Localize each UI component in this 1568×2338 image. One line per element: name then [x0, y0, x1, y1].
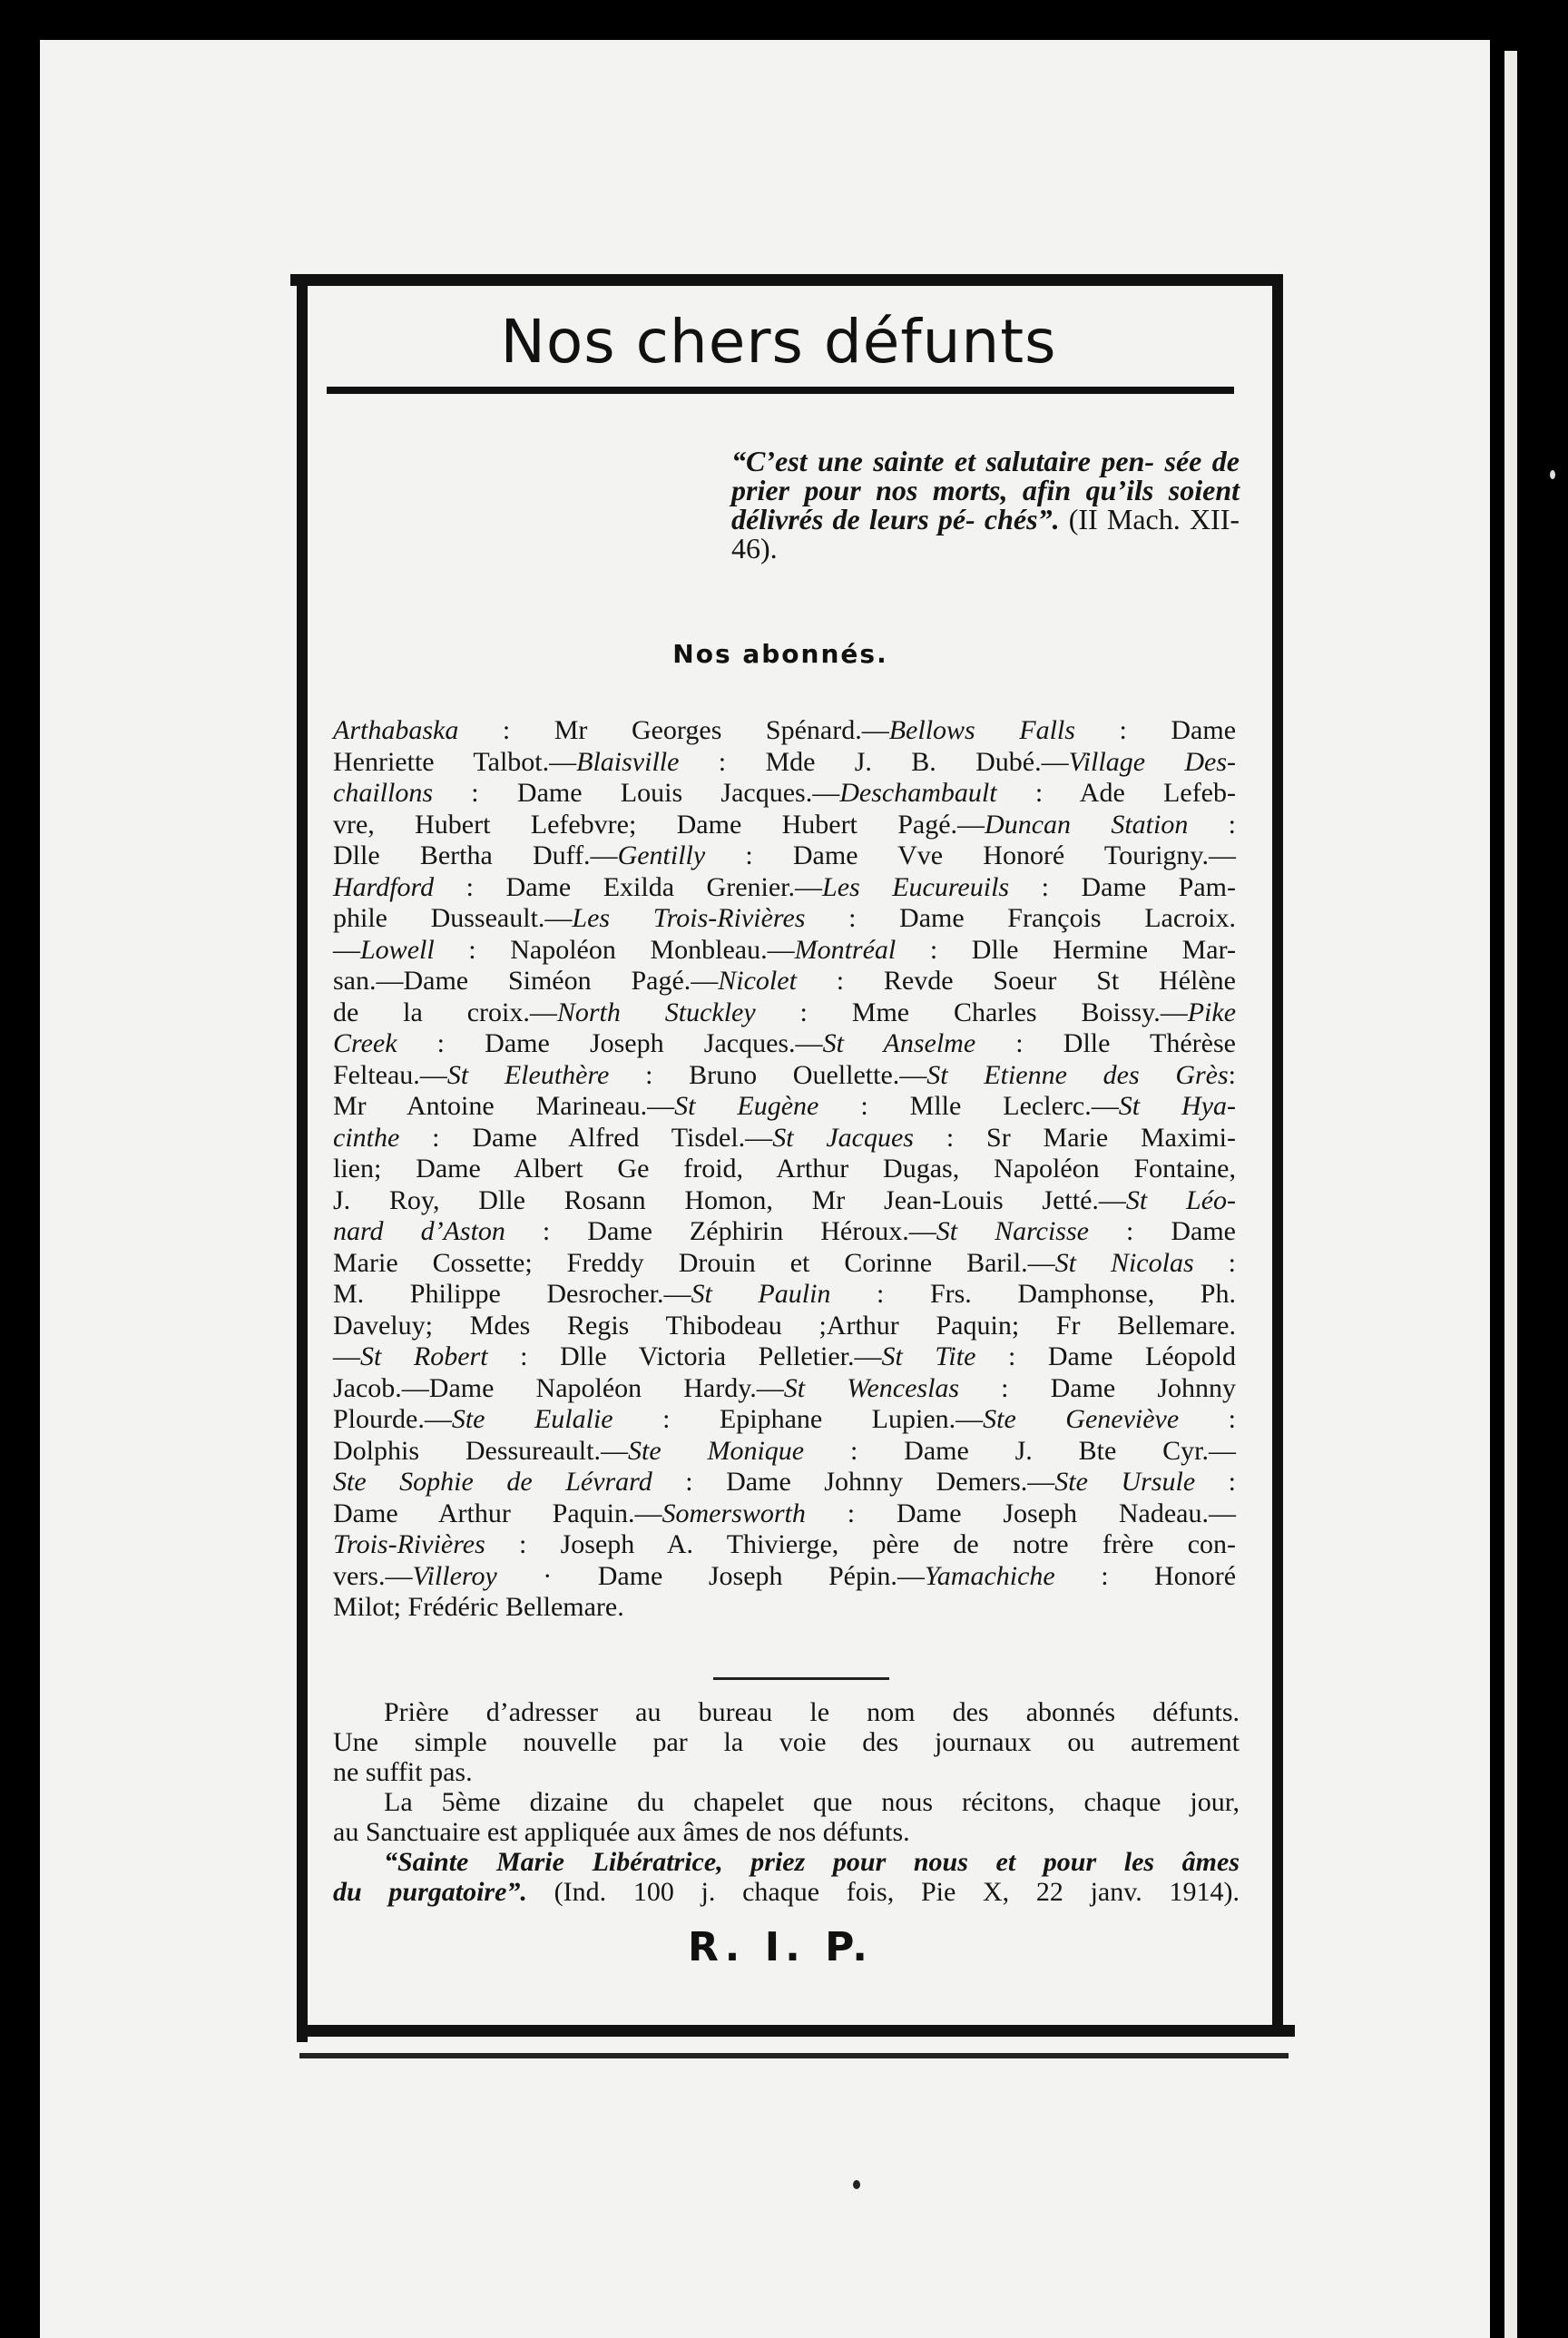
title-underline	[327, 387, 1234, 394]
notice-line	[333, 1847, 1240, 1877]
place-name: Blaisville	[576, 746, 680, 777]
subscriber-text: :	[1228, 1059, 1236, 1090]
list-line	[333, 1248, 1236, 1280]
subscriber-text: vre, Hubert Lefebvre; Dame Hubert Pagé.—	[333, 809, 985, 840]
list-line	[333, 872, 1236, 904]
place-name: Les Eucureuils	[822, 871, 1010, 902]
subscriber-text: —	[333, 1341, 360, 1371]
subscriber-list	[333, 715, 1236, 1624]
subscriber-text: : Napoléon Monbleau.—	[434, 934, 795, 965]
subscriber-text: san.—Dame Siméon Pagé.—	[333, 966, 719, 996]
place-name: St Nicolas	[1054, 1247, 1194, 1278]
subscriber-text: : Mme Charles Boissy.—	[755, 997, 1188, 1027]
place-name: nard d’Aston	[333, 1216, 505, 1246]
place-name: Deschambault	[839, 778, 997, 808]
place-name: Nicolet	[718, 966, 797, 996]
place-name: St Anselme	[822, 1028, 976, 1058]
place-name: St Etienne des Grès	[926, 1059, 1229, 1090]
subscriber-text: : Honoré	[1054, 1560, 1237, 1591]
place-name: Pike	[1187, 997, 1237, 1027]
epigraph-line-end: chés”.	[984, 503, 1060, 535]
list-line	[333, 1154, 1236, 1185]
subscriber-text: : Ade Lefeb-	[996, 778, 1236, 808]
list-line	[333, 1467, 1236, 1498]
subscriber-text: Henriette Talbot.—	[333, 746, 577, 777]
list-line	[333, 778, 1236, 810]
section-heading: Nos abonnés.	[672, 639, 888, 669]
subscriber-text: :	[1195, 1467, 1236, 1497]
subscriber-text: : Bruno Ouellette.—	[609, 1059, 927, 1090]
place-name: Duncan Station	[985, 809, 1189, 840]
subscriber-text: : Dame Joseph Nadeau.—	[805, 1498, 1236, 1528]
closing-rip: R. I. P.	[687, 1924, 874, 1970]
subscriber-text: : Joseph A. Thivierge, père de notre frère con-	[485, 1529, 1236, 1559]
epigraph-line: qu’ils soient délivrés de leurs pé-	[731, 474, 1240, 535]
frame-top-border	[290, 274, 1283, 286]
subscriber-text: J. Roy, Dlle Rosann Homon, Mr Jean-Louis Jetté.—	[333, 1184, 1126, 1215]
subscriber-text: : Dame Johnny	[959, 1372, 1236, 1403]
subscriber-text: : Dame	[1074, 715, 1237, 745]
notice-line: La 5ème dizaine du chapelet que nous récitons, chaque jour,	[384, 1787, 1240, 1817]
list-line	[333, 1311, 1236, 1342]
place-name: Somersworth	[662, 1498, 806, 1528]
list-line	[333, 810, 1236, 841]
list-line	[333, 1436, 1236, 1468]
place-name: Gentilly	[617, 840, 706, 870]
list-line	[333, 935, 1236, 967]
place-name: St Robert	[360, 1341, 488, 1371]
subscriber-text: : Dame Exilda Grenier.—	[434, 871, 823, 902]
notice-line: au Sanctuaire est appliquée aux âmes de nos défunts.	[333, 1817, 910, 1847]
list-line	[333, 1404, 1236, 1436]
place-name: St Tite	[881, 1341, 976, 1371]
place-name: Yamachiche	[924, 1560, 1055, 1591]
subscriber-text: Plourde.—	[333, 1404, 452, 1434]
subscriber-text: lien; Dame Albert Ge froid, Arthur Dugas, Napoléon Fontaine,	[333, 1154, 1236, 1184]
subscriber-text: : Dame Léopold	[975, 1341, 1236, 1371]
list-line	[333, 1561, 1236, 1593]
epigraph-line: sée de prier pour nos morts, afin	[731, 445, 1240, 506]
subscriber-text: :	[1188, 809, 1236, 840]
subscriber-text: : Mr Georges Spénard.—	[458, 715, 889, 745]
place-name: Bellows Falls	[888, 715, 1075, 745]
notice-block	[333, 1697, 1240, 1907]
subscriber-text: : Dame Alfred Tisdel.—	[399, 1122, 773, 1153]
subscriber-text: :	[1179, 1404, 1237, 1434]
list-line	[333, 1028, 1236, 1060]
frame-left-border	[297, 274, 308, 2042]
place-name: Ste Eulalie	[451, 1404, 613, 1434]
subscriber-text: : Epiphane Lupien.—	[612, 1404, 984, 1434]
list-line	[333, 1185, 1236, 1217]
subscriber-text: : Dame Vve Honoré Tourigny.—	[705, 840, 1236, 870]
subscriber-text: vers.—	[333, 1560, 413, 1591]
epigraph-line: “C’est une sainte et salutaire pen-	[731, 445, 1155, 477]
notice-line: Une simple nouvelle par la voie des journaux ou autrement	[333, 1727, 1240, 1757]
place-name: St Wenceslas	[783, 1372, 960, 1403]
place-name: Montréal	[794, 934, 897, 965]
subscriber-text: Jacob.—Dame Napoléon Hardy.—	[333, 1372, 784, 1403]
list-line	[333, 840, 1236, 872]
subscriber-text: : Dame François Lacroix.	[805, 903, 1236, 933]
subscriber-text: : Dlle Victoria Pelletier.—	[487, 1341, 882, 1371]
subscriber-text: : Dame Pam-	[1009, 871, 1236, 902]
subscriber-text: —	[333, 934, 360, 965]
invocation-text: “Sainte Marie Libératrice, priez pour nous et pour les âmes	[384, 1847, 1240, 1877]
place-name: Trois-Rivières	[333, 1529, 485, 1559]
margin-speck	[1550, 470, 1555, 479]
place-name: Lowell	[360, 934, 435, 965]
subscriber-text: Daveluy; Mdes Regis Thibodeau ;Arthur Paquin; Fr Bellemare.	[333, 1310, 1236, 1341]
place-name: St Hya-	[1118, 1091, 1237, 1121]
frame-right-border	[1272, 285, 1283, 2037]
notice-line	[333, 1877, 1240, 1907]
frame-bottom-outer-rule	[299, 2053, 1289, 2058]
place-name: Creek	[333, 1028, 397, 1058]
page-title: Nos chers défunts	[500, 307, 1057, 377]
list-line	[333, 1592, 1236, 1624]
subscriber-text: : Dame Zéphirin Héroux.—	[505, 1216, 936, 1246]
list-line	[333, 747, 1236, 779]
place-name: cinthe	[333, 1122, 400, 1153]
place-name: chaillons	[333, 778, 433, 808]
subscriber-text: : Dame Louis Jacques.—	[433, 778, 840, 808]
list-line	[333, 966, 1236, 997]
place-name: St Narcisse	[936, 1216, 1089, 1246]
place-name: Ste Monique	[627, 1435, 805, 1466]
list-line	[333, 997, 1236, 1029]
subscriber-text: M. Philippe Desrocher.—	[333, 1279, 691, 1309]
subscriber-text: Dame Arthur Paquin.—	[333, 1498, 662, 1528]
place-name: St Eleuthère	[446, 1059, 610, 1090]
epigraph	[731, 447, 1240, 563]
notice-line: Prière d’adresser au bureau le nom des abonnés défunts.	[384, 1697, 1240, 1727]
list-line	[333, 1216, 1236, 1248]
subscriber-text: : Dame	[1088, 1216, 1236, 1246]
epigraph-reference: (II Mach. XII-46).	[731, 503, 1240, 565]
list-line	[333, 1373, 1236, 1405]
place-name: Ste Geneviève	[983, 1404, 1180, 1434]
frame-bottom-border	[297, 2025, 1295, 2037]
subscriber-text: : Frs. Damphonse, Ph.	[830, 1279, 1236, 1309]
subscriber-text: : Dlle Thérèse	[975, 1028, 1236, 1058]
place-name: St Eugène	[674, 1091, 819, 1121]
subscriber-text: de la croix.—	[333, 997, 557, 1027]
list-line	[333, 1091, 1236, 1123]
list-line	[333, 1123, 1236, 1154]
list-line	[333, 1060, 1236, 1092]
list-line	[333, 1529, 1236, 1561]
place-name: Arthabaska	[333, 715, 459, 745]
subscriber-text: Marie Cossette; Freddy Drouin et Corinne Baril.—	[333, 1247, 1055, 1278]
invocation-text-end: du purgatoire”.	[333, 1877, 527, 1907]
list-line	[333, 715, 1236, 747]
subscriber-text: Dolphis Dessureault.—	[333, 1435, 628, 1466]
subscriber-text: : Mde J. B. Dubé.—	[679, 746, 1069, 777]
list-line	[333, 1279, 1236, 1311]
page-mark	[853, 2180, 860, 2189]
subscriber-text: Milot; Frédéric Bellemare.	[333, 1592, 624, 1622]
place-name: St Léo-	[1125, 1184, 1236, 1215]
subscriber-text: :	[1193, 1247, 1236, 1278]
list-line	[333, 903, 1236, 935]
subscriber-text: : Dlle Hermine Mar-	[896, 934, 1236, 965]
subscriber-text: Dlle Bertha Duff.—	[333, 840, 618, 870]
subscriber-text: : Mlle Leclerc.—	[818, 1091, 1119, 1121]
place-name: Les Trois-Rivières	[572, 903, 806, 933]
subscriber-text: : Dame Joseph Jacques.—	[397, 1028, 823, 1058]
place-name: Villeroy	[412, 1560, 497, 1591]
place-name: North Stuckley	[556, 997, 756, 1027]
section-divider	[713, 1677, 889, 1680]
subscriber-text: · Dame Joseph Pépin.—	[496, 1560, 925, 1591]
subscriber-text: : Sr Marie Maximi-	[914, 1122, 1236, 1153]
place-name: Village Des-	[1068, 746, 1236, 777]
notice-line: ne suffit pas.	[333, 1757, 473, 1787]
place-name: St Jacques	[772, 1122, 914, 1153]
place-name: St Paulin	[691, 1279, 831, 1309]
list-line	[333, 1341, 1236, 1373]
place-name: Ste Ursule	[1054, 1467, 1196, 1497]
place-name: Hardford	[333, 871, 435, 902]
subscriber-text: : Dame Johnny Demers.—	[652, 1467, 1055, 1497]
subscriber-text: : Dame J. Bte Cyr.—	[804, 1435, 1236, 1466]
subscriber-text: Felteau.—	[333, 1059, 447, 1090]
next-page-edge	[1504, 51, 1517, 2338]
subscriber-text: Mr Antoine Marineau.—	[333, 1091, 675, 1121]
subscriber-text: phile Dusseault.—	[333, 903, 573, 933]
list-line	[333, 1498, 1236, 1530]
place-name: Ste Sophie de Lévrard	[333, 1467, 652, 1497]
indulgence-note: (Ind. 100 j. chaque fois, Pie X, 22 janv. 1914).	[526, 1877, 1240, 1907]
subscriber-text: : Revde Soeur St Hélène	[796, 966, 1236, 996]
